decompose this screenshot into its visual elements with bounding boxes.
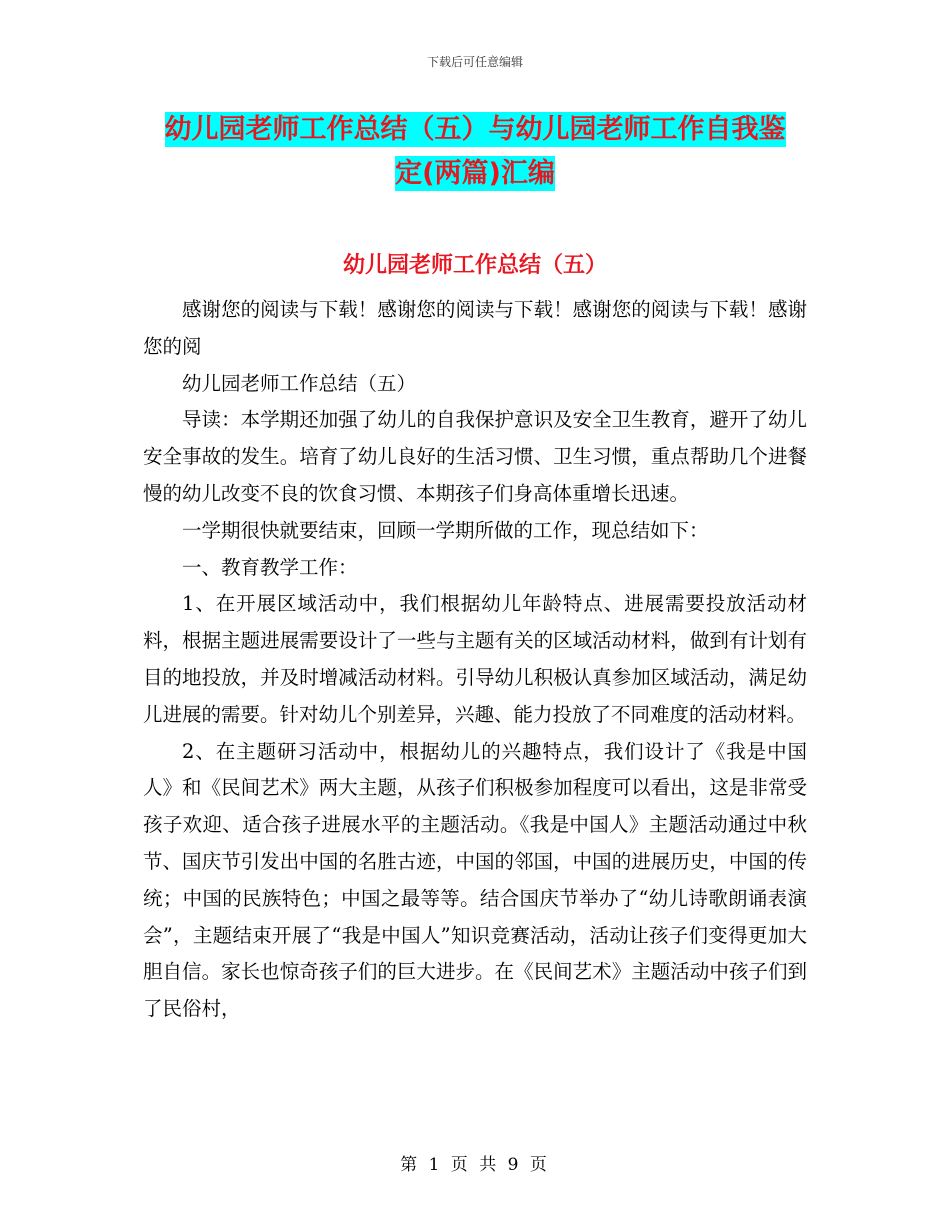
document-body	[143, 292, 807, 1028]
body-paragraph: 1、在开展区域活动中，我们根据幼儿年龄特点、进展需要投放活动材料，根据主题进展需要设计了一些与主题有关的区域活动材料，做到有计划有目的地投放，并及时增减活动材料。引导幼儿积极认真参加区域活动，满足幼儿进展的需要。针对幼儿个别差异，兴趣、能力投放了不同难度的活动材料。	[143, 592, 807, 726]
page-header-note: 下载后可任意编辑	[426, 55, 523, 69]
document-title	[140, 108, 810, 196]
body-paragraph: 感谢您的阅读与下载！感谢您的阅读与下载！感谢您的阅读与下载！感谢您的阅	[143, 298, 807, 358]
page-footer: 第 1 页 共 9 页	[400, 1155, 550, 1175]
body-paragraph: 幼儿园老师工作总结（五）	[182, 371, 417, 395]
document-title-line-1: 幼儿园老师工作总结（五）与幼儿园老师工作自我鉴	[164, 114, 786, 145]
body-paragraph: 2、在主题研习活动中，根据幼儿的兴趣特点，我们设计了《我是中国人》和《民间艺术》两大主题，从孩子们积极参加程度可以看出，这是非常受孩子欢迎、适合孩子进展水平的主题活动。《我是中国人》主题活动通过中秋节、国庆节引发出中国的名胜古迹，中国的邻国，中国的进展历史，中国的传统；中国的民族特色；中国之最等等。结合国庆节举办了“幼儿诗歌朗诵表演会”，主题结束开展了“我是中国人”知识竞赛活动，活动让孩子们变得更加大胆自信。家长也惊奇孩子们的巨大进步。在《民间艺术》主题活动中孩子们到了民俗村，	[143, 739, 807, 1021]
body-paragraph: 一、教育教学工作：	[182, 555, 358, 579]
body-paragraph: 导读：本学期还加强了幼儿的自我保护意识及安全卫生教育，避开了幼儿安全事故的发生。培育了幼儿良好的生活习惯、卫生习惯，重点帮助几个进餐慢的幼儿改变不良的饮食习惯、本期孩子们身高体重增长迅速。	[143, 408, 807, 505]
section-title: 幼儿园老师工作总结（五）	[342, 253, 607, 278]
document-title-line-2: 定(两篇)汇编	[395, 158, 555, 189]
body-paragraph: 一学期很快就要结束，回顾一学期所做的工作，现总结如下：	[182, 518, 709, 542]
